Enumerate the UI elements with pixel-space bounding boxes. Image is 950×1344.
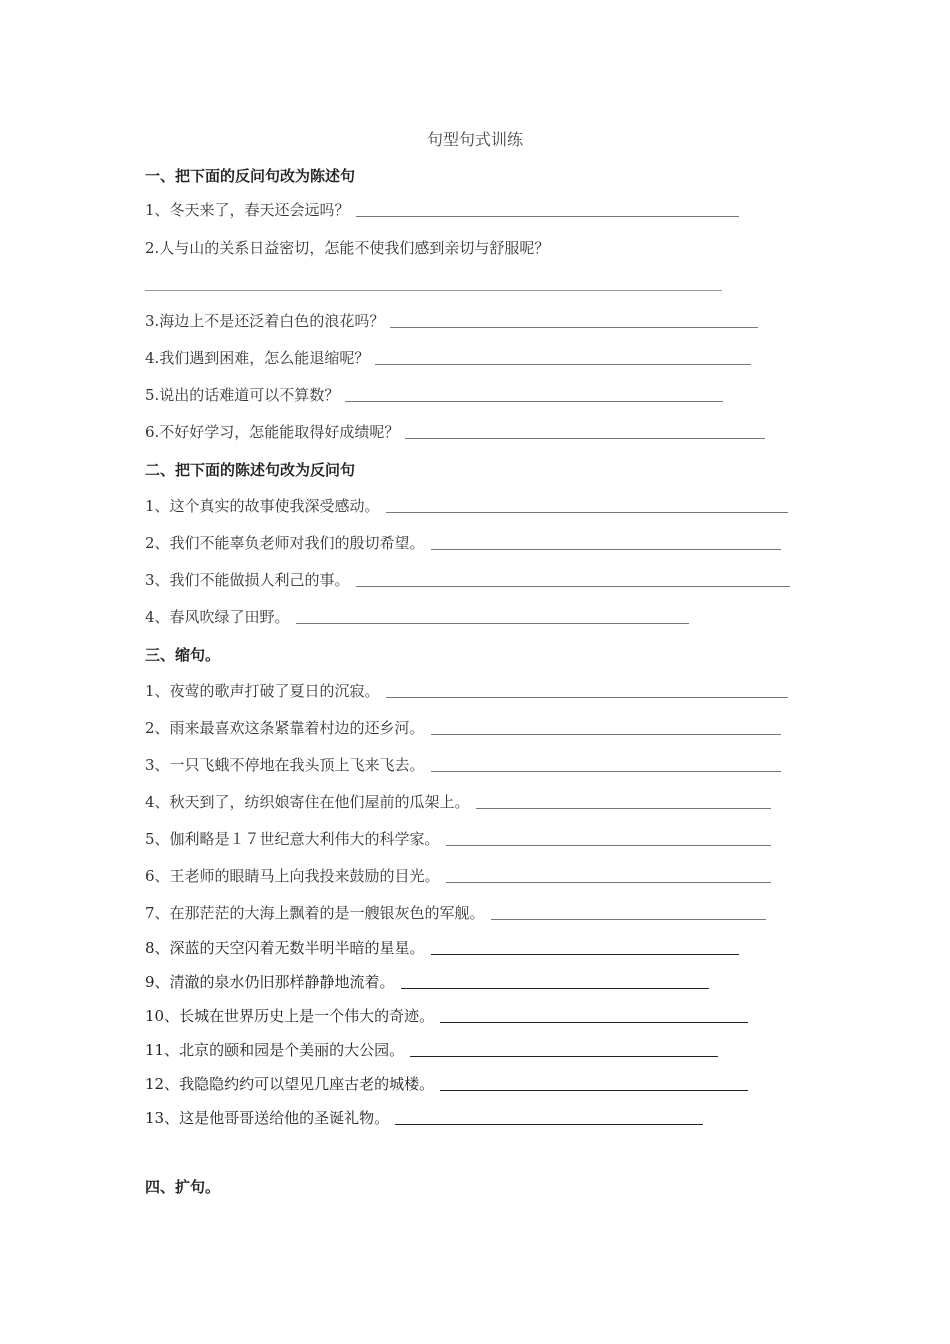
question-text: 9、清澈的泉水仍旧那样静静地流着。 — [145, 973, 395, 991]
answer-blank[interactable] — [386, 511, 788, 513]
question-row — [145, 346, 751, 368]
question-row — [145, 716, 781, 738]
answer-blank[interactable] — [410, 1055, 718, 1057]
section-heading-4: 四、扩句。 — [145, 1178, 221, 1196]
question-text: 12、我隐隐约约可以望见几座古老的城楼。 — [145, 1075, 435, 1093]
question-text: 2、我们不能辜负老师对我们的殷切希望。 — [145, 534, 425, 552]
question-text: 3、一只飞蛾不停地在我头顶上飞来飞去。 — [145, 756, 425, 774]
question-row — [145, 1004, 748, 1026]
answer-blank[interactable] — [395, 1123, 703, 1125]
question-text: 1、这个真实的故事使我深受感动。 — [145, 497, 380, 515]
question-text: 11、北京的颐和园是个美丽的大公园。 — [145, 1041, 405, 1059]
section-heading-3: 三、缩句。 — [145, 646, 221, 664]
question-text: 4.我们遇到困难，怎么能退缩呢？ — [145, 349, 370, 367]
question-text: 6.不好好学习，怎能能取得好成绩呢？ — [145, 423, 400, 441]
answer-blank[interactable] — [476, 807, 771, 809]
answer-blank[interactable] — [405, 437, 765, 439]
answer-blank[interactable] — [446, 844, 771, 846]
question-text: 3、我们不能做损人利己的事。 — [145, 571, 350, 589]
answer-blank[interactable] — [446, 881, 771, 883]
question-text: 4、秋天到了，纺织娘寄住在他们屋前的瓜架上。 — [145, 793, 470, 811]
answer-blank[interactable] — [145, 290, 722, 291]
question-text: 5、伽利略是１７世纪意大利伟大的科学家。 — [145, 830, 440, 848]
question-row — [145, 679, 788, 701]
question-row — [145, 790, 771, 812]
question-row — [145, 383, 723, 405]
question-text: 10、长城在世界历史上是一个伟大的奇迹。 — [145, 1007, 435, 1025]
question-row — [145, 1072, 748, 1094]
question-row — [145, 936, 739, 958]
answer-blank[interactable] — [356, 215, 739, 217]
question-text: 3.海边上不是还泛着白色的浪花吗？ — [145, 312, 385, 330]
question-row — [145, 494, 788, 516]
question-row — [145, 309, 758, 331]
question-row — [145, 1106, 703, 1128]
question-row — [145, 901, 766, 923]
question-text: 1、夜莺的歌声打破了夏日的沉寂。 — [145, 682, 380, 700]
question-row — [145, 236, 549, 258]
question-text: 8、深蓝的天空闪着无数半明半暗的星星。 — [145, 939, 425, 957]
question-row — [145, 568, 790, 590]
answer-blank[interactable] — [375, 363, 751, 365]
question-row — [145, 864, 771, 886]
answer-blank[interactable] — [431, 953, 739, 955]
question-row — [145, 605, 689, 627]
section-heading-2: 二、把下面的陈述句改为反问句 — [145, 461, 356, 479]
question-row — [145, 827, 771, 849]
answer-blank[interactable] — [390, 326, 758, 328]
page-title: 句型句式训练 — [426, 130, 523, 149]
question-text: 5.说出的话难道可以不算数？ — [145, 386, 340, 404]
answer-blank[interactable] — [356, 585, 790, 587]
section-heading-1: 一、把下面的反问句改为陈述句 — [145, 167, 356, 185]
answer-blank[interactable] — [431, 548, 781, 550]
answer-blank[interactable] — [386, 696, 788, 698]
answer-blank[interactable] — [401, 987, 709, 989]
question-row — [145, 198, 739, 220]
question-text: 2、雨来最喜欢这条紧靠着村边的还乡河。 — [145, 719, 425, 737]
question-text: 13、这是他哥哥送给他的圣诞礼物。 — [145, 1109, 390, 1127]
answer-blank[interactable] — [440, 1089, 748, 1091]
question-text: 4、春风吹绿了田野。 — [145, 608, 290, 626]
question-text: 7、在那茫茫的大海上飘着的是一艘银灰色的军舰。 — [145, 904, 485, 922]
question-text: 1、冬天来了，春天还会远吗？ — [145, 201, 350, 219]
question-row — [145, 753, 781, 775]
answer-blank[interactable] — [296, 622, 689, 624]
answer-blank[interactable] — [431, 733, 781, 735]
question-text: 6、王老师的眼睛马上向我投来鼓励的目光。 — [145, 867, 440, 885]
answer-blank[interactable] — [491, 918, 766, 920]
question-row — [145, 420, 765, 442]
answer-blank[interactable] — [345, 400, 723, 402]
question-text: 2.人与山的关系日益密切，怎能不使我们感到亲切与舒服呢？ — [145, 239, 550, 257]
answer-blank[interactable] — [431, 770, 781, 772]
question-row — [145, 970, 709, 992]
question-row — [145, 1038, 718, 1060]
answer-blank[interactable] — [440, 1021, 748, 1023]
question-row — [145, 531, 781, 553]
